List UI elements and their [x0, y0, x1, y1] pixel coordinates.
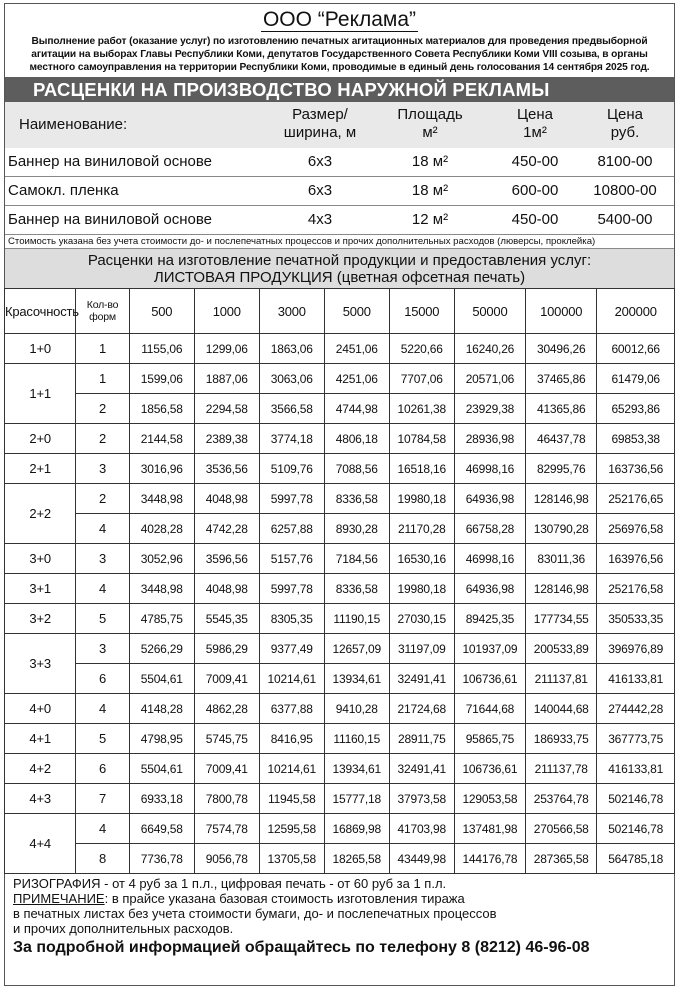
outdoor-cell-price: 8100-00	[597, 153, 653, 170]
price-cell: 186933,75	[526, 724, 597, 754]
price-cell: 46437,78	[526, 424, 597, 454]
price-cell: 270566,58	[526, 814, 597, 844]
price-cell: 37465,86	[526, 364, 597, 394]
price-cell: 65293,86	[597, 394, 675, 424]
table-row	[5, 604, 675, 634]
price-cell: 28911,75	[389, 724, 454, 754]
price-cell: 6377,88	[259, 694, 324, 724]
price-cell: 16240,26	[454, 334, 525, 364]
price-cell: 2294,58	[194, 394, 259, 424]
price-cell: 287365,58	[526, 844, 597, 874]
company-name: ООО “Реклама”	[262, 8, 417, 31]
color-scheme-cell: 4+0	[5, 694, 76, 724]
forms-cell: 8	[76, 844, 129, 874]
price-cell: 6933,18	[129, 784, 194, 814]
outdoor-cell-size: 6х3	[307, 182, 333, 199]
price-cell: 5109,76	[259, 454, 324, 484]
outdoor-cell-name: Самокл. пленка	[8, 182, 119, 199]
price-cell: 4048,98	[194, 484, 259, 514]
price-cell: 3016,96	[129, 454, 194, 484]
color-scheme-cell: 2+0	[5, 424, 76, 454]
price-cell: 4862,28	[194, 694, 259, 724]
price-cell: 4148,28	[129, 694, 194, 724]
price-cell: 3774,18	[259, 424, 324, 454]
outdoor-cell-price-m: 600-00	[511, 182, 559, 199]
price-cell: 46998,16	[454, 454, 525, 484]
table-row	[5, 724, 675, 754]
price-cell: 502146,78	[597, 784, 675, 814]
price-cell: 28936,98	[454, 424, 525, 454]
price-cell: 61479,06	[597, 364, 675, 394]
price-cell: 252176,65	[597, 484, 675, 514]
price-cell: 37973,58	[389, 784, 454, 814]
color-scheme-cell: 1+0	[5, 334, 76, 364]
price-cell: 252176,58	[597, 574, 675, 604]
outdoor-table-header	[5, 102, 674, 148]
price-cell: 5220,66	[389, 334, 454, 364]
forms-cell: 5	[76, 724, 129, 754]
price-cell: 71644,68	[454, 694, 525, 724]
color-scheme-cell: 3+3	[5, 634, 76, 694]
price-cell: 130790,28	[526, 514, 597, 544]
price-cell: 4744,98	[324, 394, 389, 424]
price-cell: 16530,16	[389, 544, 454, 574]
color-scheme-cell: 3+1	[5, 574, 76, 604]
price-cell: 5504,61	[129, 664, 194, 694]
price-cell: 3448,98	[129, 484, 194, 514]
col-header-quantity: 500	[129, 289, 194, 334]
price-cell: 3566,58	[259, 394, 324, 424]
price-cell: 13934,61	[324, 664, 389, 694]
price-cell: 5157,76	[259, 544, 324, 574]
col-header-quantity: 50000	[454, 289, 525, 334]
price-cell: 5997,78	[259, 484, 324, 514]
price-cell: 11190,15	[324, 604, 389, 634]
price-cell: 4798,95	[129, 724, 194, 754]
price-cell: 5545,35	[194, 604, 259, 634]
forms-cell: 7	[76, 784, 129, 814]
price-cell: 10214,61	[259, 664, 324, 694]
price-cell: 31197,09	[389, 634, 454, 664]
table-row	[5, 574, 675, 604]
intro-text: Выполнение работ (оказание услуг) по изготовлению печатных агитационных материалов для проведения предвыборной агитации на выборах Главы Республики Коми, депутатов Государственного Совета Республики Коми VIII созыва, в органы местного самоуправления на территории Республики Коми, проводимые в единый день голосования 14 сентября 2025 год.	[29, 36, 650, 73]
outdoor-cell-area: 18 м²	[411, 182, 449, 199]
price-cell: 83011,36	[526, 544, 597, 574]
price-cell: 128146,98	[526, 574, 597, 604]
header-name: Наименование:	[19, 116, 128, 133]
price-cell: 502146,78	[597, 814, 675, 844]
price-cell: 5266,29	[129, 634, 194, 664]
table-row	[5, 364, 675, 394]
print-section-title: Расценки на изготовление печатной продукции и предоставления услуг: ЛИСТОВАЯ ПРОДУКЦИЯ (цветная офсетная печать)	[5, 249, 674, 288]
price-cell: 7009,41	[194, 754, 259, 784]
price-cell: 60012,66	[597, 334, 675, 364]
col-header-forms: Кол-во форм	[76, 289, 129, 334]
header-price: Цена руб.	[606, 106, 644, 141]
forms-cell: 1	[76, 334, 129, 364]
price-cell: 8336,58	[324, 574, 389, 604]
price-cell: 12657,09	[324, 634, 389, 664]
forms-cell: 4	[76, 814, 129, 844]
price-cell: 144176,78	[454, 844, 525, 874]
table-row	[5, 784, 675, 814]
price-cell: 32491,41	[389, 754, 454, 784]
forms-cell: 4	[76, 694, 129, 724]
price-cell: 6649,58	[129, 814, 194, 844]
outdoor-cell-size: 4х3	[307, 211, 333, 228]
price-cell: 3052,96	[129, 544, 194, 574]
price-cell: 140044,68	[526, 694, 597, 724]
price-cell: 8416,95	[259, 724, 324, 754]
col-header-quantity: 15000	[389, 289, 454, 334]
print-price-table	[4, 288, 675, 874]
header-price-per-m2: Цена 1м²	[516, 106, 554, 141]
price-cell: 3596,56	[194, 544, 259, 574]
table-row	[5, 484, 675, 514]
price-cell: 1155,06	[129, 334, 194, 364]
outdoor-cell-price: 10800-00	[593, 182, 657, 199]
color-scheme-cell: 4+3	[5, 784, 76, 814]
price-cell: 2144,58	[129, 424, 194, 454]
footer-notes	[5, 874, 674, 936]
price-cell: 163976,56	[597, 544, 675, 574]
outdoor-row	[5, 206, 674, 235]
price-cell: 200533,89	[526, 634, 597, 664]
price-cell: 396976,89	[597, 634, 675, 664]
price-cell: 129053,58	[454, 784, 525, 814]
price-cell: 177734,55	[526, 604, 597, 634]
price-cell: 416133,81	[597, 754, 675, 784]
price-cell: 18265,58	[324, 844, 389, 874]
table-row	[5, 544, 675, 574]
price-cell: 5504,61	[129, 754, 194, 784]
table-row	[5, 454, 675, 484]
col-header-quantity: 3000	[259, 289, 324, 334]
table-row	[5, 514, 675, 544]
price-cell: 211137,81	[526, 664, 597, 694]
price-cell: 7184,56	[324, 544, 389, 574]
outdoor-cell-area: 18 м²	[411, 153, 449, 170]
price-cell: 11160,15	[324, 724, 389, 754]
price-cell: 64936,98	[454, 484, 525, 514]
outdoor-row	[5, 148, 674, 177]
riso-note: РИЗОГРАФИЯ - от 4 руб за 1 п.л., цифровая печать - от 60 руб за 1 п.л.	[13, 876, 447, 891]
outdoor-section-title: РАСЦЕНКИ НА ПРОИЗВОДСТВО НАРУЖНОЙ РЕКЛАМЫ	[5, 77, 674, 102]
price-cell: 4806,18	[324, 424, 389, 454]
price-cell: 1299,06	[194, 334, 259, 364]
price-cell: 4785,75	[129, 604, 194, 634]
price-cell: 9377,49	[259, 634, 324, 664]
outdoor-cell-area: 12 м²	[411, 211, 449, 228]
price-cell: 21724,68	[389, 694, 454, 724]
price-cell: 4742,28	[194, 514, 259, 544]
outdoor-row	[5, 177, 674, 206]
price-list-page	[4, 3, 675, 986]
header-area: Площадь м²	[397, 106, 463, 141]
outdoor-cell-name: Баннер на виниловой основе	[8, 153, 212, 170]
price-cell: 1887,06	[194, 364, 259, 394]
table-row	[5, 754, 675, 784]
price-cell: 2389,38	[194, 424, 259, 454]
price-cell: 12595,58	[259, 814, 324, 844]
price-cell: 13934,61	[324, 754, 389, 784]
price-cell: 4048,98	[194, 574, 259, 604]
price-cell: 10784,58	[389, 424, 454, 454]
forms-cell: 2	[76, 394, 129, 424]
price-cell: 9410,28	[324, 694, 389, 724]
price-cell: 10261,38	[389, 394, 454, 424]
price-cell: 7736,78	[129, 844, 194, 874]
price-cell: 106736,61	[454, 754, 525, 784]
outdoor-cell-name: Баннер на виниловой основе	[8, 211, 212, 228]
price-cell: 82995,76	[526, 454, 597, 484]
price-cell: 11945,58	[259, 784, 324, 814]
print-table-header	[5, 289, 675, 334]
price-cell: 5745,75	[194, 724, 259, 754]
table-row	[5, 424, 675, 454]
price-cell: 6257,88	[259, 514, 324, 544]
price-cell: 564785,18	[597, 844, 675, 874]
table-row	[5, 844, 675, 874]
price-cell: 1599,06	[129, 364, 194, 394]
price-cell: 5986,29	[194, 634, 259, 664]
col-header-quantity: 5000	[324, 289, 389, 334]
price-cell: 274442,28	[597, 694, 675, 724]
price-cell: 1863,06	[259, 334, 324, 364]
price-cell: 101937,09	[454, 634, 525, 664]
outdoor-cell-price-m: 450-00	[511, 211, 559, 228]
price-cell: 163736,56	[597, 454, 675, 484]
color-scheme-cell: 1+1	[5, 364, 76, 424]
color-scheme-cell: 3+2	[5, 604, 76, 634]
price-cell: 41365,86	[526, 394, 597, 424]
price-cell: 27030,15	[389, 604, 454, 634]
price-cell: 350533,35	[597, 604, 675, 634]
color-scheme-cell: 2+1	[5, 454, 76, 484]
price-cell: 8305,35	[259, 604, 324, 634]
price-cell: 7574,78	[194, 814, 259, 844]
price-cell: 19980,18	[389, 484, 454, 514]
price-cell: 69853,38	[597, 424, 675, 454]
price-cell: 9056,78	[194, 844, 259, 874]
price-cell: 46998,16	[454, 544, 525, 574]
note-line-3: и прочих дополнительных расходов.	[13, 921, 234, 936]
outdoor-cell-size: 6х3	[307, 153, 333, 170]
price-cell: 13705,58	[259, 844, 324, 874]
col-header-quantity: 1000	[194, 289, 259, 334]
price-cell: 16869,98	[324, 814, 389, 844]
price-cell: 43449,98	[389, 844, 454, 874]
forms-cell: 6	[76, 754, 129, 784]
color-scheme-cell: 4+1	[5, 724, 76, 754]
col-header-quantity: 200000	[597, 289, 675, 334]
color-scheme-cell: 3+0	[5, 544, 76, 574]
price-cell: 253764,78	[526, 784, 597, 814]
price-cell: 7707,06	[389, 364, 454, 394]
note-line-2: в печатных листах без учета стоимости бумаги, до- и послепечатных процессов	[13, 906, 497, 921]
forms-cell: 2	[76, 424, 129, 454]
outdoor-cell-price: 5400-00	[597, 211, 653, 228]
price-cell: 2451,06	[324, 334, 389, 364]
forms-cell: 4	[76, 514, 129, 544]
price-cell: 41703,98	[389, 814, 454, 844]
price-cell: 211137,78	[526, 754, 597, 784]
color-scheme-cell: 2+2	[5, 484, 76, 544]
price-cell: 8336,58	[324, 484, 389, 514]
price-cell: 8930,28	[324, 514, 389, 544]
price-cell: 7088,56	[324, 454, 389, 484]
forms-cell: 3	[76, 544, 129, 574]
price-cell: 5997,78	[259, 574, 324, 604]
table-row	[5, 814, 675, 844]
price-cell: 128146,98	[526, 484, 597, 514]
price-cell: 4028,28	[129, 514, 194, 544]
forms-cell: 5	[76, 604, 129, 634]
color-scheme-cell: 4+4	[5, 814, 76, 874]
price-cell: 95865,75	[454, 724, 525, 754]
forms-cell: 3	[76, 634, 129, 664]
price-cell: 15777,18	[324, 784, 389, 814]
forms-cell: 1	[76, 364, 129, 394]
price-cell: 30496,26	[526, 334, 597, 364]
price-cell: 106736,61	[454, 664, 525, 694]
price-cell: 3536,56	[194, 454, 259, 484]
price-cell: 256976,58	[597, 514, 675, 544]
price-cell: 1856,58	[129, 394, 194, 424]
price-cell: 3448,98	[129, 574, 194, 604]
price-cell: 21170,28	[389, 514, 454, 544]
forms-cell: 4	[76, 574, 129, 604]
forms-cell: 6	[76, 664, 129, 694]
col-header-krasochnost: Красочность	[5, 289, 76, 334]
col-header-quantity: 100000	[526, 289, 597, 334]
table-row	[5, 694, 675, 724]
price-cell: 64936,98	[454, 574, 525, 604]
price-cell: 20571,06	[454, 364, 525, 394]
price-cell: 23929,38	[454, 394, 525, 424]
table-row	[5, 664, 675, 694]
forms-cell: 2	[76, 484, 129, 514]
price-cell: 66758,28	[454, 514, 525, 544]
price-cell: 4251,06	[324, 364, 389, 394]
price-cell: 416133,81	[597, 664, 675, 694]
price-cell: 367773,75	[597, 724, 675, 754]
price-cell: 7800,78	[194, 784, 259, 814]
table-row	[5, 394, 675, 424]
contact-phone: За подробной информацией обращайтесь по телефону 8 (8212) 46-96-08	[13, 939, 590, 956]
forms-cell: 3	[76, 454, 129, 484]
outdoor-cell-price-m: 450-00	[511, 153, 559, 170]
outdoor-note: Стоимость указана без учета стоимости до- и послепечатных процессов и прочих дополнительных расходов (люверсы, проклейка)	[5, 235, 674, 249]
price-cell: 16518,16	[389, 454, 454, 484]
price-cell: 19980,18	[389, 574, 454, 604]
header-size: Размер/ ширина, м	[283, 106, 357, 141]
price-cell: 10214,61	[259, 754, 324, 784]
outdoor-rows	[5, 148, 674, 235]
table-row	[5, 334, 675, 364]
price-cell: 89425,35	[454, 604, 525, 634]
table-row	[5, 634, 675, 664]
note-line-1: ПРИМЕЧАНИЕ: в прайсе указана базовая стоимость изготовления тиража	[13, 891, 465, 906]
price-cell: 32491,41	[389, 664, 454, 694]
price-cell: 7009,41	[194, 664, 259, 694]
price-cell: 137481,98	[454, 814, 525, 844]
color-scheme-cell: 4+2	[5, 754, 76, 784]
price-cell: 3063,06	[259, 364, 324, 394]
